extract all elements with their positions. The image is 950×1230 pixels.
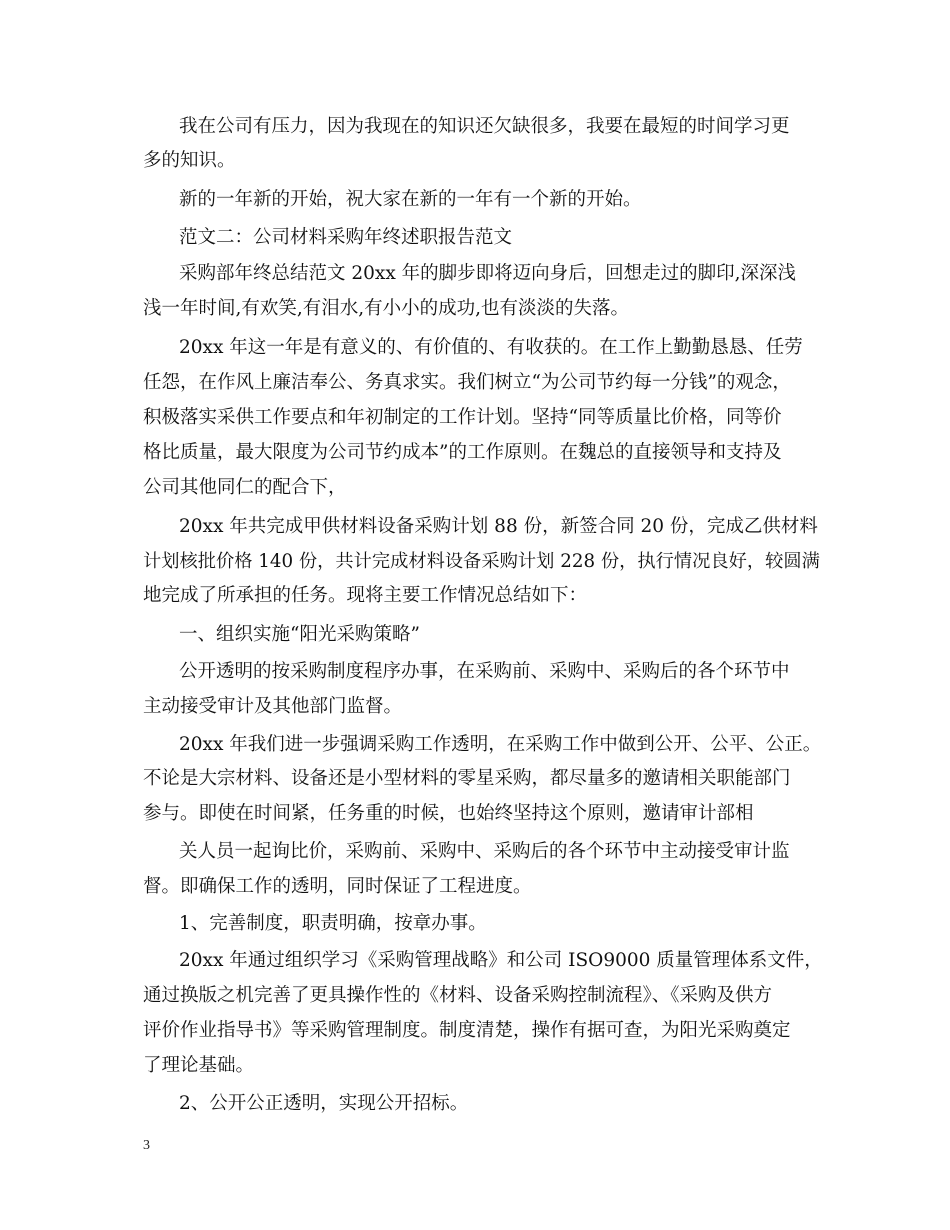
text-line: 不论是大宗材料、设备还是小型材料的零星采购，都尽量多的邀请相关职能部门 [143,768,791,789]
text-line: 20xx 年这一年是有意义的、有价值的、有收获的。在工作上勤勤恳恳、任劳 [179,337,803,358]
text-line: 浅一年时间,有欢笑,有泪水,有小小的成功,也有淡淡的失落。 [143,298,630,319]
text-line: 公开透明的按采购制度程序办事，在采购前、采购中、采购后的各个环节中 [179,661,790,682]
page-number: 3 [143,1138,150,1153]
text-line: 评价作业指导书》等采购管理制度。制度清楚，操作有据可查，为阳光采购奠定 [143,1020,791,1041]
text-line: 20xx 年通过组织学习《采购管理战略》和公司 ISO9000 质量管理体系文件， [179,950,823,971]
text-line: 通过换版之机完善了更具操作性的《材料、设备采购控制流程》、《采购及供方 [143,985,773,1006]
text-line: 主动接受审计及其他部门监督。 [143,696,403,717]
section-heading: 1、完善制度，职责明确，按章办事。 [179,913,487,934]
text-line: 公司其他同仁的配合下， [143,477,347,498]
text-line: 积极落实采供工作要点和年初制定的工作计划。坚持“同等质量比价格，同等价 [143,407,782,428]
section-heading: 2、公开公正透明，实现公开招标。 [179,1093,469,1114]
text-line: 了理论基础。 [143,1055,255,1076]
text-line: 多的知识。 [143,150,236,171]
text-line: 关人员一起询比价，采购前、采购中、采购后的各个环节中主动接受审计监 [179,841,790,862]
text-line: 我在公司有压力，因为我现在的知识还欠缺很多，我要在最短的时间学习更 [179,116,790,137]
section-heading: 一、组织实施“阳光采购策略” [179,624,420,645]
text-line: 采购部年终总结范文 20xx 年的脚步即将迈向身后，回想走过的脚印,深深浅 [179,263,797,284]
text-line: 任怨，在作风上廉洁奉公、务真求实。我们树立“为公司节约每一分钱”的观念， [143,372,791,393]
text-line: 计划核批价格 140 份，共计完成材料设备采购计划 228 份，执行情况良好，较圆满 [143,551,820,572]
text-line: 参与。即使在时间紧，任务重的时候，也始终坚持这个原则，邀请审计部相 [143,803,754,824]
text-line: 地完成了所承担的任务。现将主要工作情况总结如下： [143,585,588,606]
text-line: 新的一年新的开始，祝大家在新的一年有一个新的开始。 [179,189,642,210]
section-heading: 范文二：公司材料采购年终述职报告范文 [179,227,513,248]
text-line: 督。即确保工作的透明，同时保证了工程进度。 [143,876,532,897]
text-line: 20xx 年共完成甲供材料设备采购计划 88 份，新签合同 20 份，完成乙供材料 [179,516,818,537]
text-line: 20xx 年我们进一步强调采购工作透明，在采购工作中做到公开、公平、公正。 [179,734,822,755]
text-line: 格比质量，最大限度为公司节约成本”的工作原则。在魏总的直接领导和支持及 [143,442,782,463]
